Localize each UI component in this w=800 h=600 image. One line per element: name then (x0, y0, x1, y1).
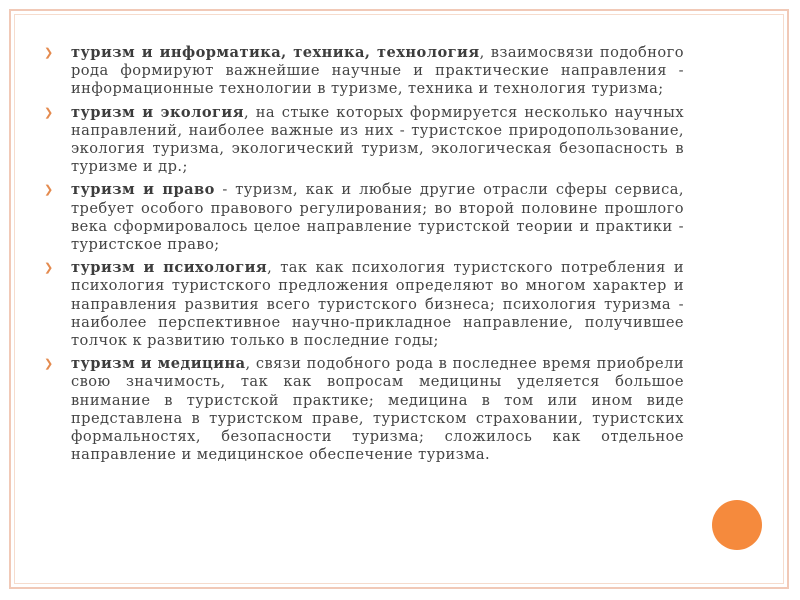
bullet-list (44, 44, 684, 469)
item-term: туризм и экология (71, 103, 244, 121)
item-text: , так как психология туристского потребления и психология туристского предложения определяют во многом характер и направления развития всего туристского бизнеса; психология туризма - наиболее перспективное научно-прикладное направление, получившее толчок к развитию только в последние годы; (71, 259, 684, 350)
bullet-arrow-icon: ❯ (44, 261, 54, 275)
item-term: туризм и медицина (71, 355, 246, 373)
list-item (44, 104, 684, 177)
decorative-circle (712, 500, 762, 550)
list-item (44, 259, 684, 350)
item-text: , на стыке которых формируется несколько научных направлений, наиболее важные из них - туристское природопользование, экология туризма, экологический туризм, экологическая безопасность в туризме и др.; (71, 103, 684, 176)
bullet-arrow-icon: ❯ (44, 46, 54, 59)
item-term: туризм и психология (71, 259, 268, 277)
list-item (44, 44, 684, 99)
bullet-arrow-icon: ❯ (44, 183, 54, 197)
item-text: , связи подобного рода в последнее время приобрели свою значимость, так как вопросам медицины уделяется большое внимание в туристской практике; медицина в том или ином виде представлена в туристском праве, туристском страховании, туристских формальностях, безопасности туризма; сложилось как отдельное направление и медицинское обеспечение туризма. (71, 355, 685, 464)
item-text: , взаимосвязи подобного рода формируют важнейшие научные и практические направления - информационные технологии в туризме, техника и технология туризма; (71, 44, 684, 98)
item-text: - туризм, как и любые другие отрасли сферы сервиса, требует особого правового регулирования; во второй половине прошлого века сформировалось целое направление туристской теории и практики - туристское право; (71, 181, 684, 254)
list-item (44, 355, 684, 464)
item-term: туризм и информатика, техника, технология (71, 44, 480, 61)
item-term: туризм и право (71, 181, 215, 199)
bullet-arrow-icon: ❯ (44, 105, 54, 119)
bullet-arrow-icon: ❯ (44, 357, 54, 371)
list-item (44, 181, 684, 254)
